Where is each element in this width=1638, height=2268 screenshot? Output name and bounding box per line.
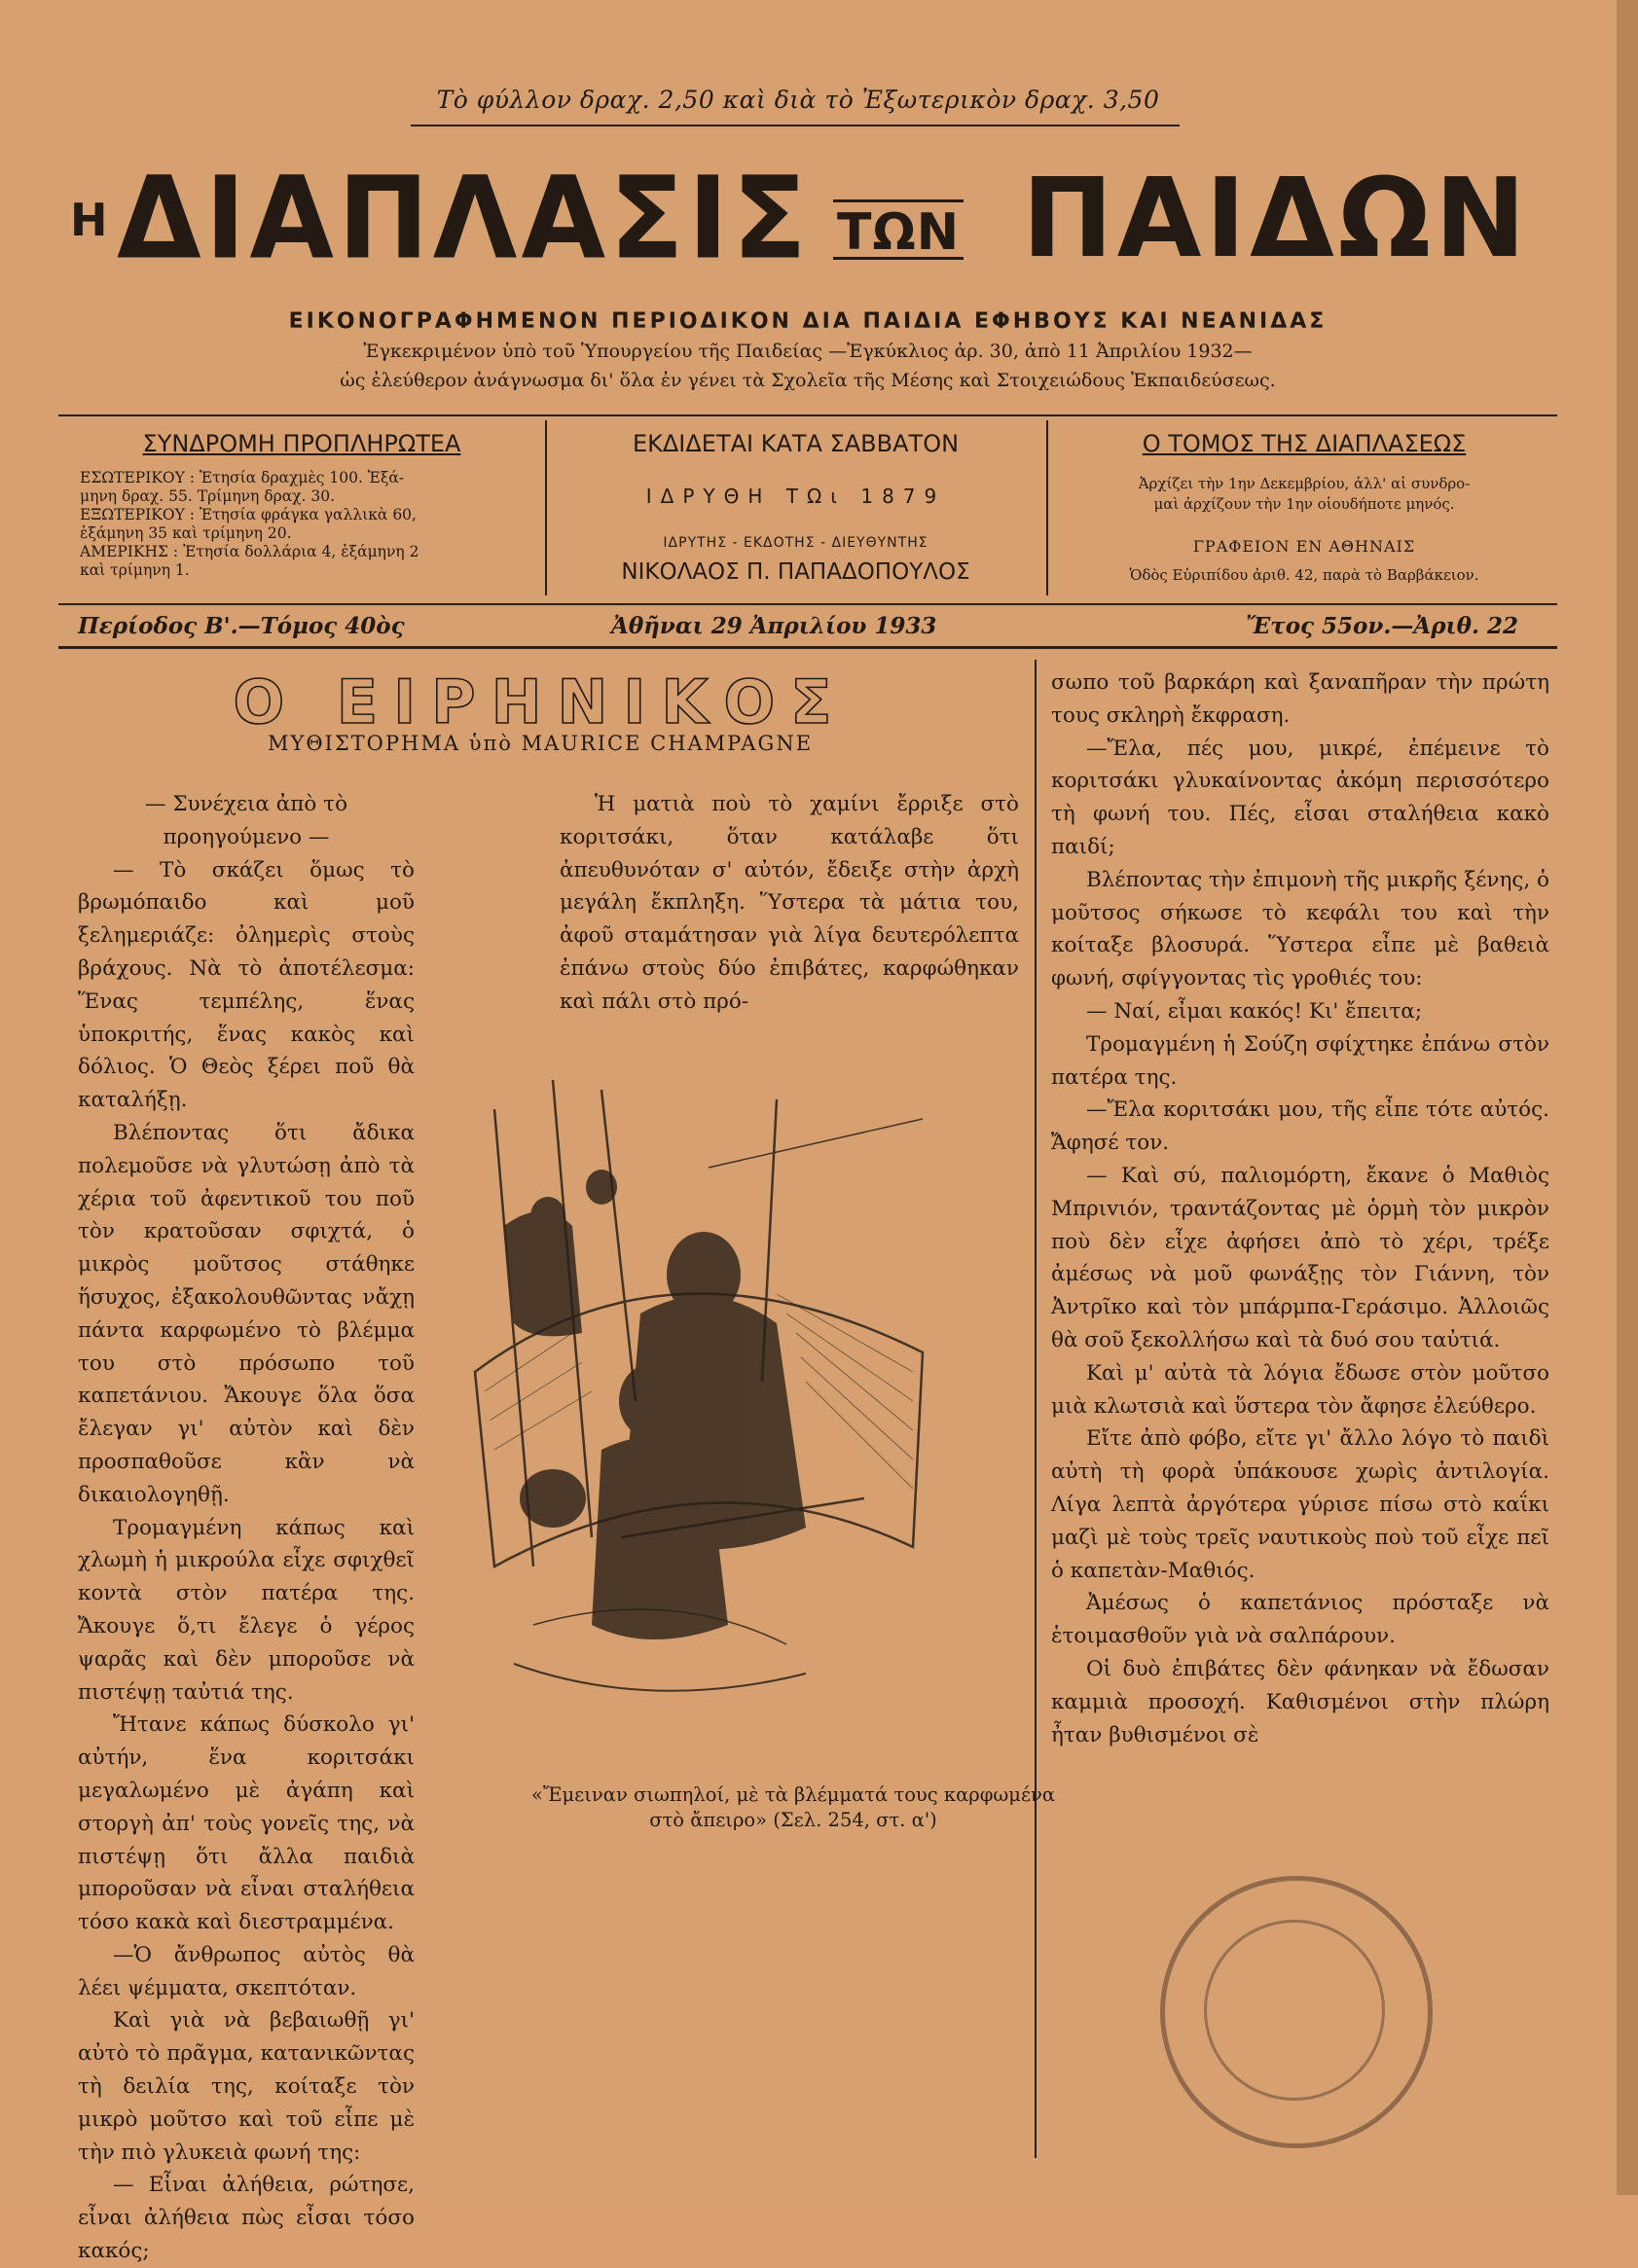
- caption-line-1: «Ἔμειναν σιωπηλοί, μὲ τὰ βλέμματά τους καρφωμένα: [530, 1783, 1056, 1806]
- subscription-title: ΣΥΝΔΡΟΜΗ ΠΡΟΠΛΗΡΩΤΕΑ: [142, 430, 461, 457]
- paragraph: Τρομαγμένη κάπως καὶ χλωμὴ ἡ μικρούλα εἶχε σφιχθεῖ κοντὰ στὸν πατέρα της. Ἄκουγε ὅ,τι ἔλεγε ὁ γέρος ψαρᾶς καὶ δὲν μποροῦσε νὰ πιστέψῃ ταὐτιά της.: [78, 1515, 415, 1705]
- masthead-article: Η: [70, 194, 108, 246]
- illustration-caption: [428, 1782, 1158, 1833]
- masthead: [58, 153, 1538, 287]
- paragraph: —Ἔλα κοριτσάκι μου, τῆς εἶπε τότε αὐτός. Ἄφησέ τον.: [1051, 1098, 1549, 1156]
- periodical-subtitle: ΕΙΚΟΝΟΓΡΑΦΗΜΕΝΟΝ ΠΕΡΙΟΔΙΚΟΝ ΔΙΑ ΠΑΙΔΙΑ ΕΦΗΒΟΥΣ ΚΑΙ ΝΕΑΝΙΔΑΣ: [288, 309, 1328, 334]
- price-line: Τὸ φύλλον δραχ. 2,50 καὶ διὰ τὸ Ἐξωτερικὸν δραχ. 3,50: [436, 86, 1160, 114]
- volume-line-2: μαὶ ἀρχίζουν τὴν 1ην οἱουδήποτε μηνός.: [1153, 495, 1455, 513]
- header-rule-middle: [58, 603, 1557, 605]
- paragraph: Βλέποντας ὅτι ἄδικα πολεμοῦσε νὰ γλυτώσῃ ἀπὸ τὰ χέρια τοῦ ἀφεντικοῦ του ποῦ τὸν κρατοῦσαν σφιχτά, ὁ μικρὸς μοῦτσος στάθηκε ἥσυχος, ἐξακολουθῶντας νἄχῃ πάντα καρφωμένο τὸ βλέμμα του στὸ πρόσωπο τοῦ καπετάνιου. Ἄκουγε ὅλα ὅσα ἔλεγαν γι' αὐτὸν καὶ δὲν προσπαθοῦσε κἂν νὰ δικαιολογηθῇ.: [78, 1120, 415, 1507]
- subscription-line: καὶ τρίμηνη 1.: [80, 561, 190, 579]
- paragraph: Εἴτε ἀπὸ φόβο, εἴτε γι' ἄλλο λόγο τὸ παιδὶ αὐτὴ τὴ φορὰ ὑπάκουσε χωρὶς ἀντιλογία. Λίγα λεπτὰ ἀργότερα γύρισε πίσω στὸ καΐκι μαζὶ μὲ τοὺς τρεῖς ναυτικοὺς ποὺ τοῦ εἶχε πεῖ ὁ καπετὰν-Μαθιός.: [1051, 1426, 1549, 1583]
- paragraph: Τρομαγμένη ἡ Σούζη σφίχτηκε ἐπάνω στὸν πατέρα της.: [1051, 1031, 1549, 1090]
- article-column-1: [78, 788, 415, 2268]
- approval-line-1: Ἐγκεκριμένον ὑπὸ τοῦ Ὑπουργείου τῆς Παιδείας —Ἐγκύκλιος ἀρ. 30, ἀπὸ 11 Ἀπριλίου 1932—: [363, 341, 1253, 362]
- price-underline: [411, 125, 1180, 126]
- paragraph: — Ναί, εἶμαι κακός! Κι' ἔπειτα;: [1086, 998, 1423, 1024]
- article-column-2: [560, 788, 1019, 1019]
- caption-line-2: στὸ ἄπειρο» (Σελ. 254, στ. α'): [649, 1809, 937, 1831]
- editor-name: ΝΙΚΟΛΑΟΣ Π. ΠΑΠΑΔΟΠΟΥΛΟΣ: [621, 559, 970, 585]
- illustration-sketch: [455, 1080, 952, 1751]
- volume-line-1: Ἀρχίζει τὴν 1ην Δεκεμβρίου, ἀλλ' αἱ συνδρο-: [1138, 475, 1471, 492]
- founded-line: ΙΔΡΥΘΗ ΤΩι 1879: [645, 485, 946, 508]
- archive-stamp: [1160, 1876, 1433, 2148]
- paragraph: Οἱ δυὸ ἐπιβάτες δὲν φάνηκαν νὰ ἔδωσαν καμμιὰ προσοχή. Καθισμένοι στὴν πλώρη ἦταν βυθισμένοι σὲ: [1051, 1656, 1549, 1747]
- article-subtitle: ΜΥΘΙΣΤΟΡΗΜΑ ὑπὸ MAURICE CHAMPAGNE: [267, 732, 814, 755]
- masthead-paidon: ΠΑΙΔΩΝ: [1022, 156, 1530, 282]
- paragraph: Ἡ ματιὰ ποὺ τὸ χαμίνι ἔρριξε στὸ κοριτσάκι, ὅταν κατάλαβε ὅτι ἀπευθυνόταν σ' αὐτόν, ἔδειξε στὴν ἀρχὴ μεγάλη ἔκπληξη. Ὕστερα τὰ μάτια του, ἀφοῦ σταμάτησαν γιὰ λίγα δευτερόλεπτα ἐπάνω στοὺς δύο ἐπιβάτες, καρφώθηκαν καὶ πάλι στὸ πρό-: [560, 792, 1019, 1014]
- issue-number: Ἔτος 55ον.—Ἀριθ. 22: [1246, 613, 1518, 639]
- archive-stamp-inner: [1204, 1920, 1385, 2101]
- office-title: ΓΡΑΦΕΙΟΝ ΕΝ ΑΘΗΝΑΙΣ: [1192, 537, 1416, 556]
- paragraph: — Τὸ σκάζει ὅμως τὸ βρωμόπαιδο καὶ μοῦ ξελημεριάζε: ὀλημερὶς στοὺς βράχους. Νὰ τὸ ἀποτέλεσμα: Ἕνας τεμπέλης, ἕνας ὑποκριτής, ἕνας κακὸς καὶ δόλιος. Ὁ Θεὸς ξέρει ποῦ θὰ καταλήξῃ.: [78, 857, 415, 1113]
- continuation-note: — Συνέχεια ἀπὸ τὸ προηγούμενο —: [144, 792, 348, 849]
- paragraph: Καὶ γιὰ νὰ βεβαιωθῇ γι' αὐτὸ τὸ πρᾶγμα, κατανικῶντας τὴ δειλία της, κοίταξε τὸν μικρὸ μοῦτσο καὶ τοῦ εἶπε μὲ τὴν πιὸ γλυκειὰ φωνή της:: [78, 2008, 415, 2165]
- paragraph: Βλέποντας τὴν ἐπιμονὴ τῆς μικρῆς ξένης, ὁ μοῦτσος σήκωσε τὸ κεφάλι του καὶ τὴν κοίταξε βλοσυρά. Ὕστερα εἶπε μὲ βαθειὰ φωνή, σφίγγοντας τὶς γροθιές του:: [1051, 867, 1549, 991]
- office-address: Ὁδὸς Εὐριπίδου ἀριθ. 42, παρὰ τὸ Βαρβάκειον.: [1129, 566, 1479, 584]
- volume-title: Ο ΤΟΜΟΣ ΤΗΣ ΔΙΑΠΛΑΣΕΩΣ: [1142, 430, 1467, 457]
- subscription-line: ΕΣΩΤΕΡΙΚΟΥ : Ἐτησία δραχμὲς 100. Ἑξά-: [80, 469, 405, 486]
- masthead-ton: ΤΩΝ: [837, 203, 961, 262]
- header-divider-right: [1046, 420, 1048, 595]
- paragraph: — Εἶναι ἀλήθεια, ρώτησε, εἶναι ἀλήθεια πὼς εἶσαι τόσο κακός;: [78, 2173, 415, 2264]
- header-rule-bottom: [58, 646, 1557, 649]
- paragraph: —Ὁ ἄνθρωπος αὐτὸς θὰ λέει ψέμματα, σκεπτόταν.: [78, 1942, 415, 2000]
- paragraph: σωπο τοῦ βαρκάρη καὶ ξαναπῆραν τὴν πρώτη τους σκληρὴ ἔκφραση.: [1051, 670, 1549, 728]
- paragraph: Ἤτανε κάπως δύσκολο γι' αὐτήν, ἕνα κοριτσάκι μεγαλωμένο μὲ ἀγάπη καὶ στοργὴ ἀπ' τοὺς γονεῖς της, νὰ πιστέψῃ ὅτι ἄλλα παιδιὰ μποροῦσαν νὰ εἶναι σταλήθεια τόσο κακὰ καὶ διεστραμμένα.: [78, 1712, 415, 1935]
- paragraph: —Ἔλα, πές μου, μικρέ, ἐπέμεινε τὸ κοριτσάκι γλυκαίνοντας ἀκόμη περισσότερο τὴ φωνή του. Πές, εἶσαι σταλήθεια κακὸ παιδί;: [1051, 736, 1549, 859]
- header-divider-left: [545, 420, 547, 595]
- header-rule-top: [58, 414, 1557, 416]
- roles-line: ΙΔΡΥΤΗΣ - ΕΚΔΟΤΗΣ - ΔΙΕΥΘΥΝΤΗΣ: [663, 535, 928, 551]
- masthead-title: ΔΙΑΠΛΑΣΙΣ: [117, 153, 811, 285]
- subscription-line: ΕΞΩΤΕΡΙΚΟΥ : Ἐτησία φράγκα γαλλικὰ 60,: [80, 506, 417, 523]
- publication-title: ΕΚΔΙΔΕΤΑΙ ΚΑΤΑ ΣΑΒΒΑΤΟΝ: [632, 430, 960, 457]
- issue-date: Ἀθῆναι 29 Ἀπριλίου 1933: [611, 613, 937, 639]
- approval-line-2: ὡς ἐλεύθερον ἀνάγνωσμα δι' ὅλα ἐν γένει τὰ Σχολεῖα τῆς Μέσης καὶ Στοιχειώδους Ἐκπαιδεύσεως.: [340, 370, 1276, 391]
- issue-period: Περίοδος Β'.—Τόμος 40ὸς: [78, 613, 405, 639]
- paragraph: Ἀμέσως ὁ καπετάνιος πρόσταξε νὰ ἑτοιμασθοῦν γιὰ νὰ σαλπάρουν.: [1051, 1591, 1549, 1649]
- subscription-line: ΑΜΕΡΙΚΗΣ : Ἐτησία δολλάρια 4, ἑξάμηνη 2: [80, 543, 419, 560]
- article-title: Ο ΕΙΡΗΝΙΚΟΣ: [233, 666, 848, 738]
- paragraph: Καὶ μ' αὐτὰ τὰ λόγια ἔδωσε στὸν μοῦτσο μιὰ κλωτσιὰ καὶ ὕστερα τὸν ἄφησε ἐλεύθερο.: [1051, 1360, 1549, 1419]
- illustration: [455, 1080, 952, 1751]
- article-column-3: [1051, 666, 1549, 1751]
- paragraph: — Καὶ σύ, παλιομόρτη, ἔκανε ὁ Μαθιὸς Μπριvιόν, τραντάζοντας μὲ ὁρμὴ τὸν μικρὸν ποὺ δὲν εἶχε ἀφήσει ἀπὸ τὸ χέρι, τρέξε ἀμέσως νὰ μοῦ φωνάξῃς τὸν Γιάννη, τὸν Ἀντρῖκο καὶ τὸν μπάρμπα-Γεράσιμο. Ἀλλοιῶς θὰ σοῦ ξεκολλήσω καὶ τὰ δυό σου ταὐτιά.: [1051, 1163, 1549, 1352]
- subscription-text: [80, 469, 537, 580]
- subscription-line: μηνη δραχ. 55. Τρίμηνη δραχ. 30.: [80, 487, 336, 505]
- column-divider: [1035, 660, 1037, 2158]
- subscription-line: ἑξάμηνη 35 καὶ τρίμηνη 20.: [80, 524, 292, 542]
